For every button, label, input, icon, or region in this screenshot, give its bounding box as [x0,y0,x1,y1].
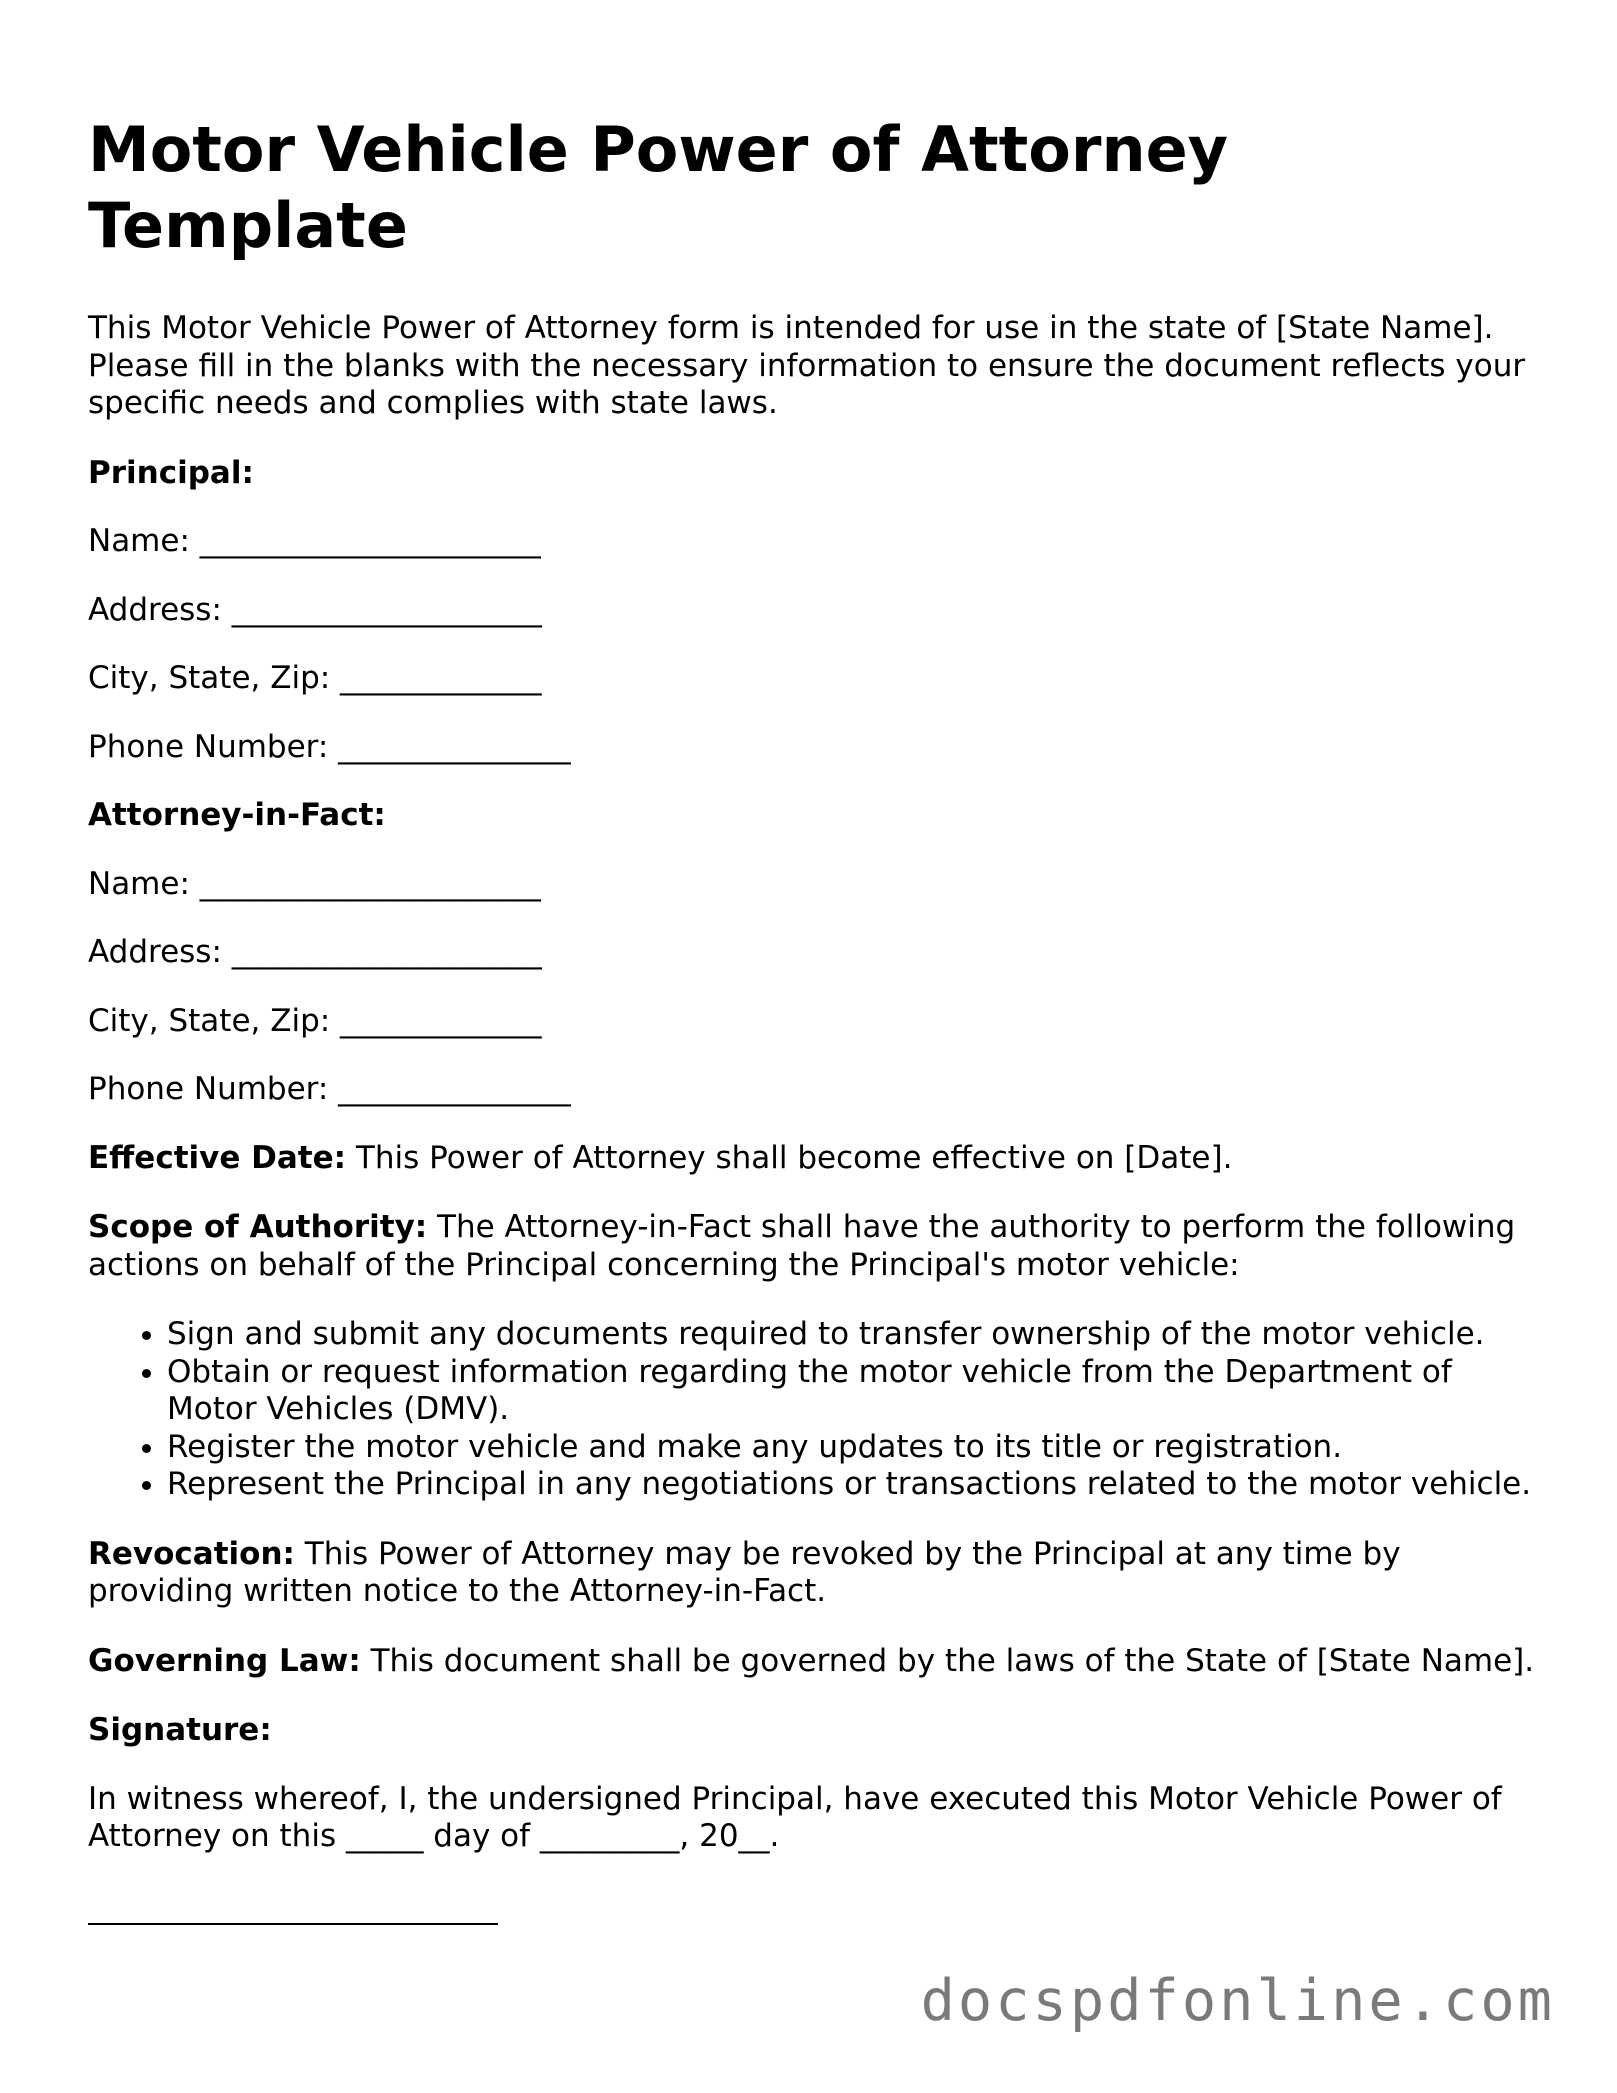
scope-list-item: • Sign and submit any documents required to transfer ownership of the motor vehicle. [167,1316,1548,1354]
principal-address-field: Address: ____________________ [88,591,542,628]
attorney-name-field: Name: ______________________ [88,865,541,902]
watermark-text: docspdfonline.com [920,1968,1555,2034]
attorney-heading: Attorney-in-Fact: [88,797,386,833]
intro-paragraph: This Motor Vehicle Power of Attorney form is intended for use in the state of [State Name]. Please fill in the blanks with the necessary information to ensure the document reflects your specific needs and complies with state laws. [88,310,1526,421]
signature-line [88,1923,498,1925]
effective-date-label: Effective Date: [88,1139,347,1176]
principal-name-field: Name: ______________________ [88,523,541,559]
effective-date-paragraph [88,1140,1548,1178]
principal-city-state-zip-field: City, State, Zip: _____________ [88,660,542,696]
attorney-address-field: Address: ____________________ [88,934,542,970]
revocation-label: Revocation: [88,1535,295,1572]
document-title: Motor Vehicle Power of Attorney Template [88,113,1229,262]
revocation-paragraph [88,1536,1548,1611]
attorney-city-state-zip-field: City, State, Zip: _____________ [88,1002,542,1039]
governing-law-text: This document shall be governed by the laws of the State of [State Name]. [370,1642,1535,1679]
governing-law-paragraph [88,1643,1548,1681]
principal-heading: Principal: [88,454,254,491]
scope-text: The Attorney-in-Fact shall have the authority to perform the following actions on behalf of the Principal concerning the Principal's motor vehicle: [88,1209,1516,1283]
scope-list-item: • Register the motor vehicle and make any updates to its title or registration. [167,1429,1548,1467]
scope-label: Scope of Authority: [88,1209,428,1245]
scope-list-item: • Represent the Principal in any negotiations or transactions related to the motor vehicle. [167,1466,1548,1504]
scope-list [88,1316,1548,1504]
governing-law-label: Governing Law: [88,1642,361,1679]
signature-heading: Signature: [88,1712,272,1748]
principal-phone-field: Phone Number: _______________ [88,728,571,765]
scope-paragraph [88,1209,1548,1284]
revocation-text: This Power of Attorney may be revoked by the Principal at any time by providing written notice to the Attorney-in-Fact. [88,1535,1401,1609]
document-page [88,112,1548,1888]
effective-date-text: This Power of Attorney shall become effective on [Date]. [355,1139,1233,1176]
attorney-phone-field: Phone Number: _______________ [88,1071,571,1107]
scope-list-item: • Obtain or request information regarding the motor vehicle from the Department of Motor Vehicles (DMV). [167,1354,1548,1429]
signature-paragraph: In witness whereof, I, the undersigned Principal, have executed this Motor Vehicle Power of Attorney on this _____ day of _________, 20__. [88,1780,1502,1854]
